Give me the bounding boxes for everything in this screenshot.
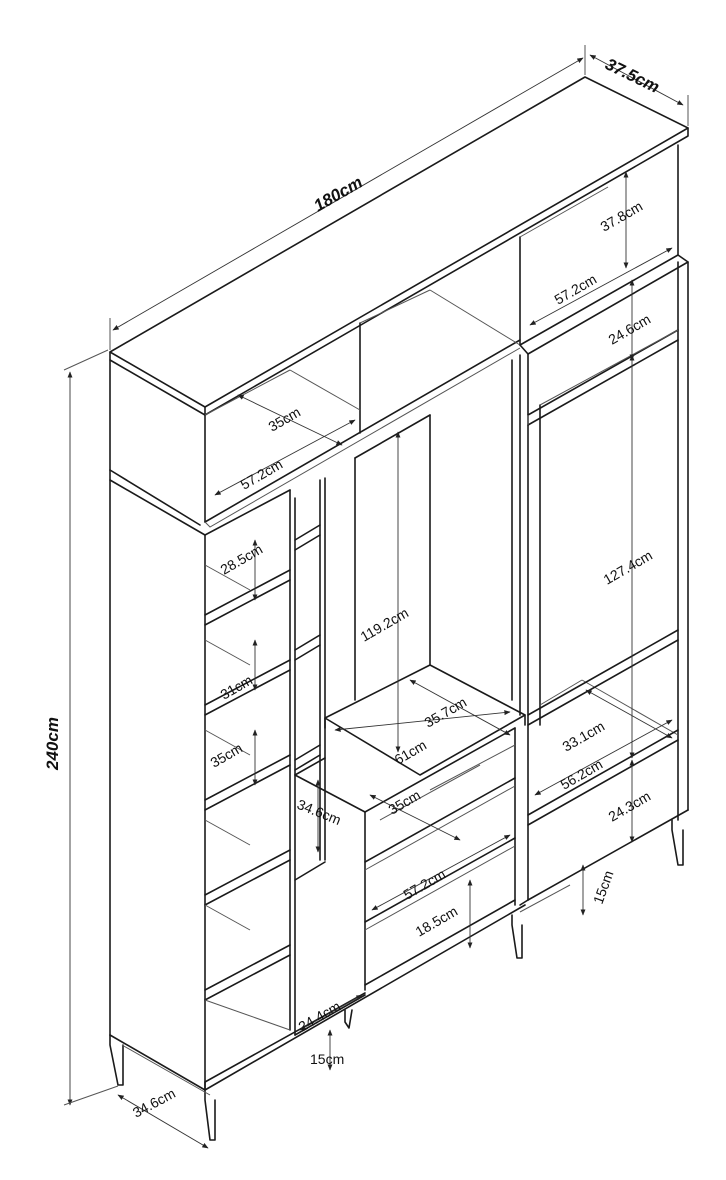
label-right-leg-height: 15cm	[589, 868, 617, 907]
label-center-leg-height: 15cm	[310, 1051, 345, 1067]
label-middle-top-width: 61cm	[391, 736, 430, 768]
label-middle-top-depth: 35.7cm	[421, 693, 470, 731]
label-middle-hanging-height: 119.2cm	[357, 604, 412, 645]
label-bottom-narrow-width: 24.4cm	[295, 997, 344, 1035]
label-right-lower-width: 56.2cm	[557, 755, 606, 793]
label-left-narrow-width: 34.6cm	[294, 795, 344, 828]
label-top-right-width: 57.2cm	[551, 270, 600, 308]
label-left-shelf-gap-2: 31cm	[217, 671, 256, 703]
label-right-upper-gap: 24.6cm	[605, 310, 654, 348]
label-width: 180cm	[310, 172, 366, 216]
dimension-labels	[43, 55, 662, 1121]
label-left-shelf-gap-1: 28.5cm	[217, 540, 266, 578]
label-top-left-width: 57.2cm	[237, 455, 286, 493]
label-middle-drawer-depth: 35cm	[385, 786, 424, 818]
label-depth: 37.5cm	[602, 54, 663, 97]
label-right-drawer-height: 24.3cm	[605, 787, 654, 825]
label-top-right-height: 37.8cm	[597, 197, 646, 235]
label-left-shelf-gap-3: 35cm	[207, 739, 246, 771]
label-height: 240cm	[43, 717, 62, 770]
label-right-lower-depth: 33.1cm	[559, 717, 608, 755]
dimension-guides	[64, 45, 688, 1148]
label-middle-drawer-width: 57.2cm	[400, 865, 449, 903]
label-right-hanging-height: 127.4cm	[600, 546, 656, 588]
label-top-left-depth: 35cm	[265, 403, 304, 435]
label-base-depth: 34.6cm	[129, 1084, 178, 1121]
label-middle-drawer-height: 18.5cm	[412, 902, 461, 940]
